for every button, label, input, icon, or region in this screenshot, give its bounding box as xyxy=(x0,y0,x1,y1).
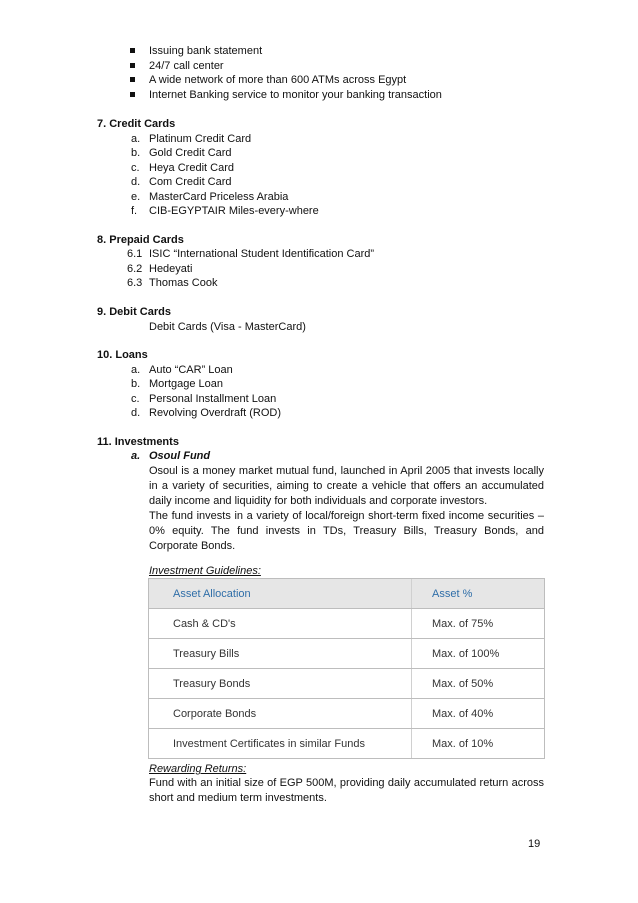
list-marker: e. xyxy=(131,191,141,203)
bullet-icon xyxy=(130,48,135,53)
list-marker: 6.3 xyxy=(127,277,143,289)
table-cell: Max. of 10% xyxy=(412,729,545,759)
list-item: Gold Credit Card xyxy=(149,147,232,159)
list-item: MasterCard Priceless Arabia xyxy=(149,191,289,203)
list-marker: c. xyxy=(131,393,140,405)
list-marker: a. xyxy=(131,133,141,145)
list-item: Mortgage Loan xyxy=(149,378,223,390)
list-marker: 6.1 xyxy=(127,248,143,260)
list-item: Auto “CAR” Loan xyxy=(149,364,233,376)
list-item: Com Credit Card xyxy=(149,176,232,188)
section-title-debit-cards: 9. Debit Cards xyxy=(97,306,171,318)
list-item: Hedeyati xyxy=(149,263,193,275)
list-item: Heya Credit Card xyxy=(149,162,234,174)
list-marker: d. xyxy=(131,407,141,419)
bullet-item: Issuing bank statement xyxy=(149,45,263,57)
table-cell: Max. of 100% xyxy=(412,639,545,669)
list-item: Thomas Cook xyxy=(149,277,218,289)
table-row xyxy=(149,669,545,699)
table-cell: Treasury Bills xyxy=(149,639,412,669)
table-row xyxy=(149,639,545,669)
table-row xyxy=(149,609,545,639)
table-row xyxy=(149,699,545,729)
list-marker: b. xyxy=(131,378,141,390)
list-item: ISIC “International Student Identification Card” xyxy=(149,248,375,260)
bullet-item: A wide network of more than 600 ATMs across Egypt xyxy=(149,74,407,86)
list-item: Debit Cards (Visa - MasterCard) xyxy=(149,321,306,333)
table-row xyxy=(149,729,545,759)
table-cell: Investment Certificates in similar Funds xyxy=(149,729,412,759)
table-cell: Corporate Bonds xyxy=(149,699,412,729)
section-title-prepaid-cards: 8. Prepaid Cards xyxy=(97,234,184,246)
column-header-asset-percent: Asset % xyxy=(412,579,545,609)
table-header-row xyxy=(149,579,545,609)
section-title-credit-cards: 7. Credit Cards xyxy=(97,118,176,130)
bullet-icon xyxy=(130,77,135,82)
list-marker: f. xyxy=(131,205,138,217)
fund-title: Osoul Fund xyxy=(149,450,211,462)
section-title-loans: 10. Loans xyxy=(97,349,148,361)
list-item: Personal Installment Loan xyxy=(149,393,277,405)
table-cell: Max. of 40% xyxy=(412,699,545,729)
list-marker: c. xyxy=(131,162,140,174)
list-item: Revolving Overdraft (ROD) xyxy=(149,407,282,419)
page-number: 19 xyxy=(528,838,541,850)
investment-guidelines-heading: Investment Guidelines: xyxy=(149,565,261,577)
bullet-item: Internet Banking service to monitor your banking transaction xyxy=(149,89,442,101)
bullet-item: 24/7 call center xyxy=(149,60,224,72)
rewarding-returns-text: Fund with an initial size of EGP 500M, providing daily accumulated return across short and medium term investments. xyxy=(149,777,544,804)
list-item: Platinum Credit Card xyxy=(149,133,252,145)
table-cell: Treasury Bonds xyxy=(149,669,412,699)
table-cell: Max. of 75% xyxy=(412,609,545,639)
list-marker: d. xyxy=(131,176,141,188)
fund-description: Osoul is a money market mutual fund, launched in April 2005 that invests locally in a variety of securities, aiming to create a vehicle that offers an accumulated daily income and liquidity for both individuals and corporate investors. xyxy=(149,465,544,507)
section-title-investments: 11. Investments xyxy=(97,436,179,448)
column-header-asset-allocation: Asset Allocation xyxy=(149,579,412,609)
table-cell: Cash & CD's xyxy=(149,609,412,639)
rewarding-returns-heading: Rewarding Returns: xyxy=(149,763,247,775)
list-marker: b. xyxy=(131,147,141,159)
list-marker: 6.2 xyxy=(127,263,143,275)
list-item: CIB-EGYPTAIR Miles-every-where xyxy=(149,205,319,217)
table-cell: Max. of 50% xyxy=(412,669,545,699)
list-marker: a. xyxy=(131,364,141,376)
asset-allocation-table xyxy=(148,578,545,759)
bullet-icon xyxy=(130,92,135,97)
list-marker: a. xyxy=(131,450,141,462)
bullet-icon xyxy=(130,63,135,68)
fund-investment-policy: The fund invests in a variety of local/foreign short-term fixed income securities – 0% equity. The fund invests in TDs, Treasury Bills, Treasury Bonds, and Corporate Bonds. xyxy=(149,510,544,552)
